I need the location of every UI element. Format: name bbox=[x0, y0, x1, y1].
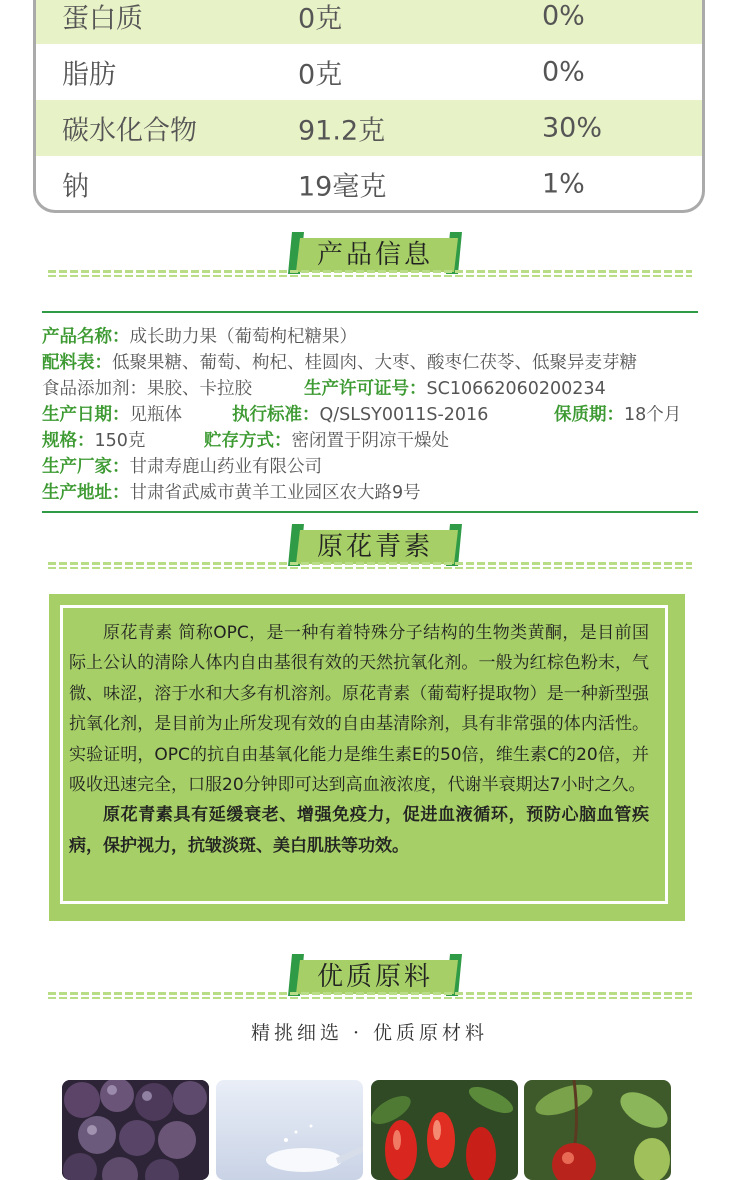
opc-text bbox=[69, 618, 649, 861]
goji-photo bbox=[371, 1080, 518, 1180]
tagline: 精挑细选 · 优质原材料 bbox=[250, 1022, 489, 1044]
label: 保质期： bbox=[554, 405, 624, 425]
value: 成长助力果（葡萄枸杞糖果） bbox=[129, 327, 357, 347]
nutrient-nrv: 1% bbox=[542, 168, 585, 200]
label: 产品名称： bbox=[42, 327, 130, 347]
label: 执行标准： bbox=[232, 405, 320, 425]
section-title: 优质原料 bbox=[316, 962, 433, 992]
value: 低聚果糖、葡萄、枸杞、桂圆肉、大枣、酸枣仁茯苓、低聚异麦芽糖 bbox=[112, 353, 637, 373]
nutrient-name: 碳水化合物 bbox=[62, 115, 197, 147]
info-line-ingredients bbox=[42, 349, 637, 374]
label: 生产地址： bbox=[42, 483, 130, 503]
nutrient-name: 脂肪 bbox=[62, 59, 116, 91]
nutrient-amount: 0克 bbox=[298, 3, 343, 35]
nutrition-table bbox=[33, 0, 705, 213]
label: 贮存方式： bbox=[204, 431, 292, 451]
section-heading-quality bbox=[0, 952, 739, 1012]
dashed-divider bbox=[48, 270, 692, 273]
section-title: 产品信息 bbox=[316, 240, 433, 270]
value: 甘肃省武威市黄羊工业园区农大路9号 bbox=[129, 483, 421, 503]
nutrition-row-sodium bbox=[36, 156, 702, 212]
label: 生产厂家： bbox=[42, 457, 130, 477]
value: 18个月 bbox=[624, 405, 682, 425]
nutrient-nrv: 0% bbox=[542, 56, 585, 88]
nutrition-row-carbs bbox=[36, 100, 702, 156]
nutrient-amount: 19毫克 bbox=[298, 171, 387, 203]
label: 规格： bbox=[42, 431, 95, 451]
nutrient-nrv: 30% bbox=[542, 112, 603, 144]
nutrition-row-fat bbox=[36, 44, 702, 100]
label: 食品添加剂： bbox=[42, 379, 147, 399]
value: SC10662060200234 bbox=[426, 379, 606, 399]
opc-paragraph-benefits: 原花青素具有延缓衰老、增强免疫力，促进血液循环，预防心脑血管疾病，保护视力，抗皱淡斑、美白肌肤等功效。 bbox=[69, 805, 649, 856]
label: 配料表： bbox=[42, 353, 112, 373]
section-heading-product-info bbox=[0, 230, 739, 290]
nutrient-nrv: 0% bbox=[542, 0, 585, 32]
nutrient-amount: 0克 bbox=[298, 59, 343, 91]
section-title: 原花青素 bbox=[316, 532, 433, 562]
info-line-spec bbox=[42, 427, 698, 452]
grape-photo bbox=[62, 1080, 209, 1180]
info-line-maker bbox=[42, 453, 322, 478]
info-line-address bbox=[42, 479, 421, 504]
value: 见瓶体 bbox=[129, 405, 182, 425]
product-info-block bbox=[42, 311, 698, 513]
value: 甘肃寿鹿山药业有限公司 bbox=[129, 457, 322, 477]
label: 生产许可证号： bbox=[304, 379, 427, 399]
nutrient-name: 蛋白质 bbox=[62, 3, 143, 35]
nutrition-row-protein bbox=[36, 0, 702, 44]
opc-paragraph: 原花青素 简称OPC，是一种有着特殊分子结构的生物类黄酮，是目前国际上公认的清除人体内自由基很有效的天然抗氧化剂。一般为红棕色粉末，气微、味涩，溶于水和大多有机溶剂。原花青素（葡萄籽提取物）是一种新型强抗氧化剂，是目前为止所发现有效的自由基清除剂，具有非常强的体内活性。实验证明，OPC的抗自由基氧化能力是维生素E的50倍，维生素C的20倍，并吸收迅速完全，口服20分钟即可达到高血液浓度，代谢半衰期达7小时之久。 bbox=[69, 623, 649, 796]
sugar-photo bbox=[216, 1080, 363, 1180]
value: 密闭置于阴凉干燥处 bbox=[291, 431, 449, 451]
value: 150克 bbox=[94, 431, 146, 451]
nutrient-name: 钠 bbox=[62, 171, 89, 203]
info-line-date bbox=[42, 401, 698, 426]
info-line-additives bbox=[42, 375, 698, 400]
jujube-photo bbox=[524, 1080, 671, 1180]
value: Q/SLSY0011S-2016 bbox=[319, 405, 489, 425]
dashed-divider bbox=[48, 992, 692, 995]
opc-description-box bbox=[49, 594, 685, 921]
value: 果胶、卡拉胶 bbox=[147, 379, 252, 399]
nutrient-amount: 91.2克 bbox=[298, 115, 386, 147]
label: 生产日期： bbox=[42, 405, 130, 425]
section-heading-opc bbox=[0, 522, 739, 582]
info-line-name bbox=[42, 323, 357, 348]
dashed-divider bbox=[48, 562, 692, 565]
